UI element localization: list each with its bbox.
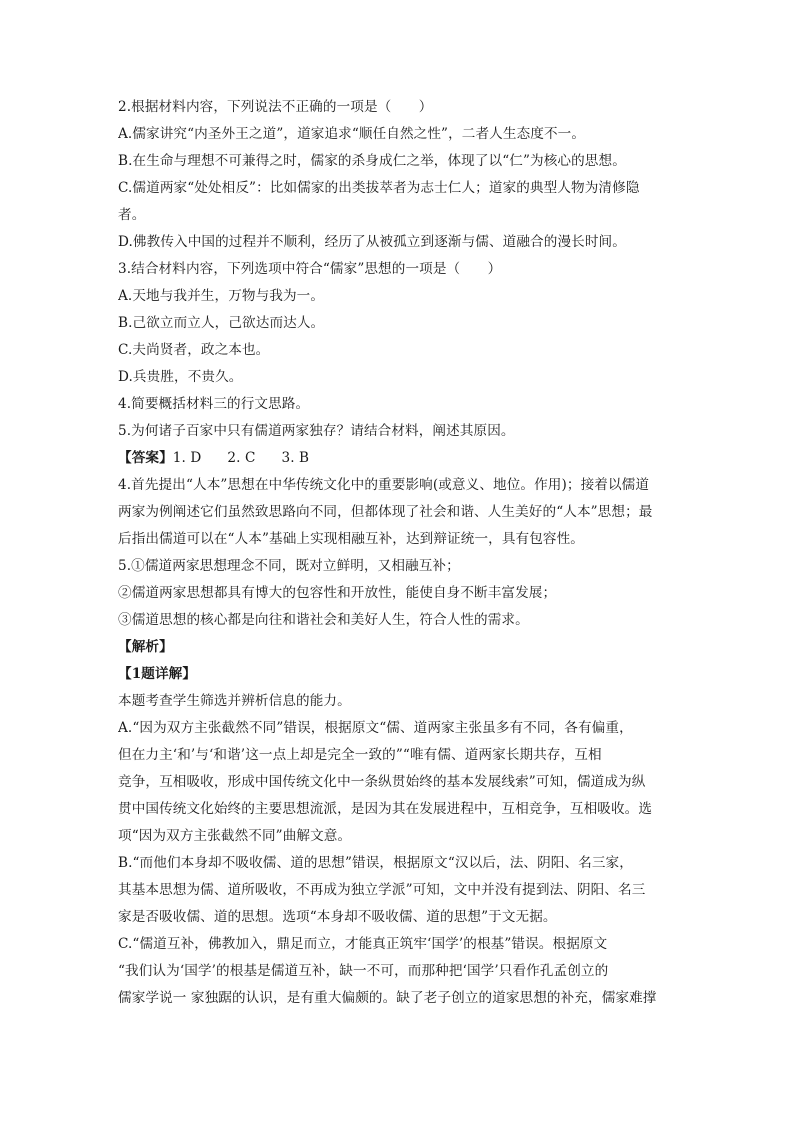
analysis-intro: 本题考查学生筛选并辨析信息的能力。 — [118, 693, 351, 709]
answer-label: 【答案】 — [118, 450, 173, 466]
answer-5-line1: 5.①儒道两家思想理念不同，既对立鲜明，又相融互补； — [118, 558, 460, 574]
q2-option-a: A.儒家讲究“内圣外王之道”，道家追求“顺任自然之性”，二者人生态度不一。 — [118, 126, 586, 142]
q3-option-c: C.夫尚贤者，政之本也。 — [118, 342, 270, 358]
q2-option-c-line2: 者。 — [118, 207, 146, 223]
answer-4-line3: 后指出儒道可以在“人本”基础上实现相融互补，达到辩证统一，具有包容性。 — [118, 531, 584, 547]
q2-stem: 2.根据材料内容，下列说法不正确的一项是（ ） — [118, 99, 433, 115]
q2-option-c-line1: C.儒道两家“处处相反”：比如儒家的出类拔萃者为志士仁人；道家的典型人物为清修隐 — [118, 180, 640, 196]
q4-stem: 4.简要概括材料三的行文思路。 — [118, 396, 310, 412]
q3-option-b: B.己欲立而立人，己欲达而达人。 — [118, 315, 325, 331]
q3-option-d: D.兵贵胜，不贵久。 — [118, 369, 243, 385]
answer-5-line3: ③儒道思想的核心都是向往和谐社会和美好人生，符合人性的需求。 — [118, 612, 529, 628]
analysis-a-line5: 项“因为双方主张截然不同”曲解文意。 — [118, 828, 352, 844]
analysis-b-line2: 其基本思想为儒、道所吸收，不再成为独立学派”可知，文中并没有提到法、阴阳、名三 — [118, 882, 646, 898]
q5-stem: 5.为何诸子百家中只有儒道两家独存？请结合材料，阐述其原因。 — [118, 423, 515, 439]
analysis-b-line1: B.“而他们本身却不吸收儒、道的思想”错误，根据原文“汉以后，法、阴阳、名三家， — [118, 855, 633, 871]
q2-option-d: D.佛教传入中国的过程并不顺利，经历了从被孤立到逐渐与儒、道融合的漫长时间。 — [118, 234, 626, 250]
analysis-a-line1: A.“因为双方主张截然不同”错误，根据原文“儒、道两家主张虽多有不同，各有偏重， — [118, 720, 633, 736]
analysis-q1-heading: 【1题详解】 — [118, 666, 197, 682]
analysis-c-line2: “我们认为‘国学’的根基是儒道互补，缺一不可，而那种把‘国学’只看作孔孟创立的 — [118, 963, 609, 979]
analysis-label: 【解析】 — [118, 639, 173, 655]
analysis-a-line4: 贯中国传统文化始终的主要思想流派，是因为其在发展进程中，互相竞争，互相吸收。选 — [118, 801, 653, 817]
analysis-a-line2: 但在力主‘和’与‘和谐’这一点上却是完全一致的”“唯有儒、道两家长期共存，互相 — [118, 747, 602, 763]
analysis-b-line3: 家是否吸收儒、道的思想。选项“本身却不吸收儒、道的思想”于文无据。 — [118, 909, 557, 925]
analysis-a-line3: 竞争，互相吸收，形成中国传统文化中一条纵贯始终的基本发展线索”可知，儒道成为纵 — [118, 774, 646, 790]
answer-3: 3. B — [281, 450, 310, 466]
answer-1: 1. D — [172, 450, 202, 466]
answer-row — [118, 445, 684, 472]
answer-5-line2: ②儒道两家思想都具有博大的包容性和开放性，能使自身不断丰富发展； — [118, 585, 557, 601]
analysis-c-line1: C.“儒道互补，佛教加入，鼎足而立，才能真正筑牢‘国学’的根基”错误。根据原文 — [118, 936, 608, 952]
q2-option-b: B.在生命与理想不可兼得之时，儒家的杀身成仁之举，体现了以“仁”为核心的思想。 — [118, 153, 626, 169]
answer-4-line2: 两家为例阐述它们虽然致思路向不同，但都体现了社会和谐、人生美好的“人本”思想；最 — [118, 504, 653, 520]
analysis-c-line3: 儒家学说一 家独踞的认识，是有重大偏颇的。缺了老子创立的道家思想的补充，儒家难撑 — [118, 990, 657, 1006]
q3-stem: 3.结合材料内容，下列选项中符合“儒家”思想的一项是（ ） — [118, 261, 502, 277]
answer-4-line1: 4.首先提出“人本”思想在中华传统文化中的重要影响(或意义、地位。作用)；接着以儒道 — [118, 477, 650, 493]
answer-2: 2. C — [227, 450, 256, 466]
q3-option-a: A.天地与我并生，万物与我为一。 — [118, 288, 325, 304]
document-page — [118, 94, 684, 1012]
